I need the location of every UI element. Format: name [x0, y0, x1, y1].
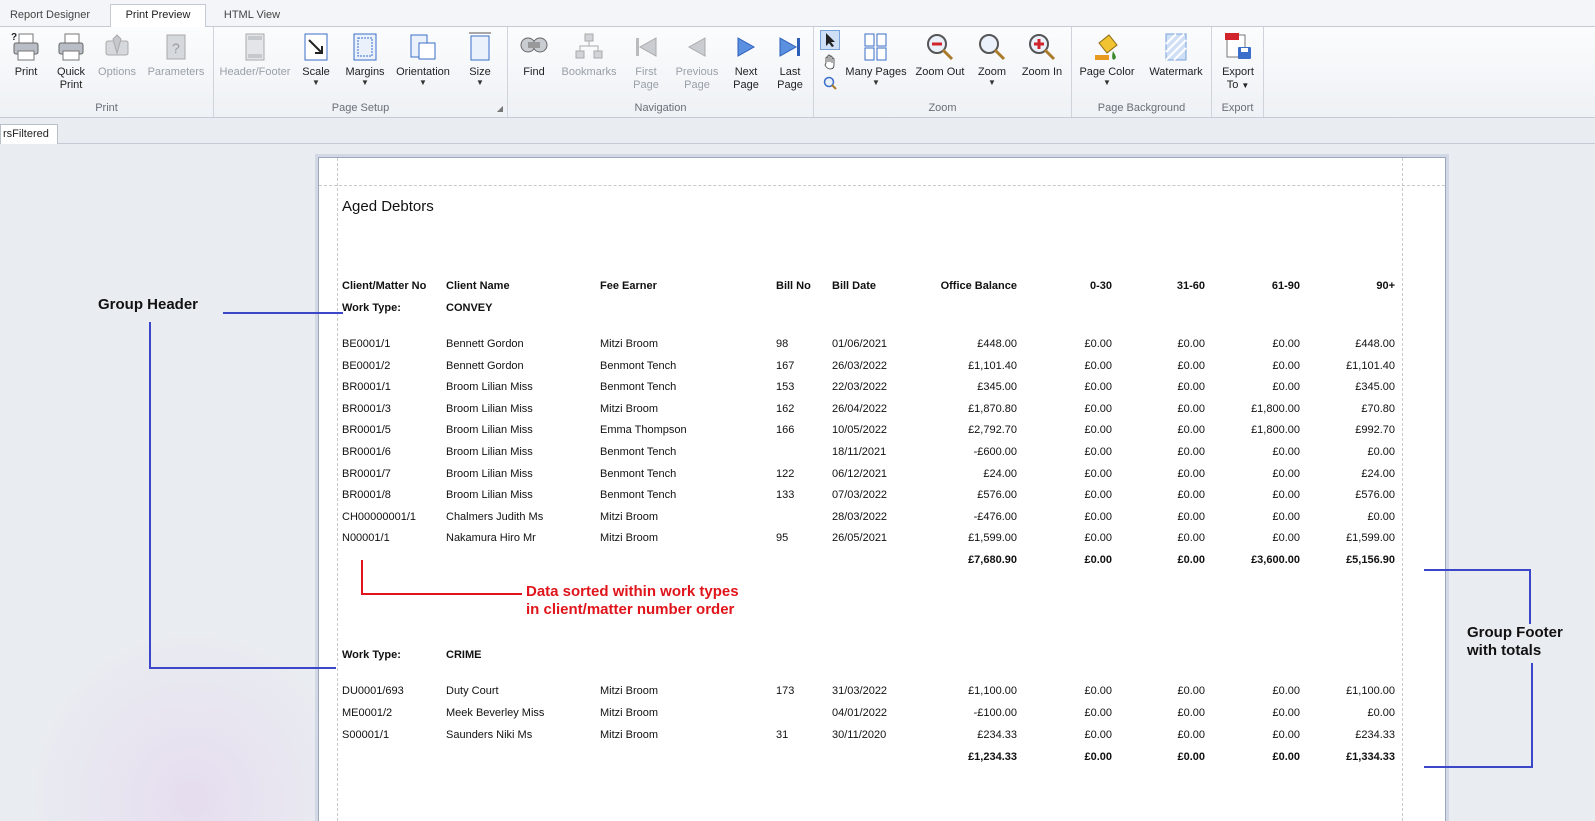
bookmarks-button[interactable]: Bookmarks	[558, 30, 620, 102]
header-footer-button[interactable]: Header/Footer	[218, 30, 292, 102]
table-cell: 22/03/2022	[832, 381, 888, 394]
scale-button[interactable]: Scale ▼	[296, 30, 336, 102]
table-cell: £0.00	[1084, 489, 1112, 502]
table-cell: Nakamura Hiro Mr	[446, 532, 536, 545]
table-cell: ME0001/2	[342, 707, 393, 719]
table-cell: £1,599.00	[1346, 532, 1395, 545]
table-cell: 173	[776, 685, 795, 698]
table-cell: £0.00	[1272, 338, 1300, 350]
table-cell: 28/03/2022	[832, 510, 888, 523]
document-tab[interactable]: rsFiltered	[0, 124, 58, 144]
next-page-button[interactable]: Next Page	[726, 30, 766, 102]
column-header: Bill No	[776, 280, 811, 292]
table-cell: £0.00	[1367, 510, 1395, 523]
table-cell: £576.00	[977, 489, 1017, 502]
table-cell: £0.00	[1367, 707, 1395, 719]
table-cell: £0.00	[1272, 489, 1300, 502]
export-pdf-icon	[1222, 31, 1254, 63]
watermark-button[interactable]: Watermark	[1144, 30, 1208, 102]
table-cell: BE0001/2	[342, 359, 391, 372]
svg-text:?: ?	[11, 32, 18, 43]
zoom-icon	[976, 31, 1008, 63]
orientation-button[interactable]: Orientation ▼	[392, 30, 454, 102]
last-page-button[interactable]: Last Page	[770, 30, 810, 102]
document-tab-row	[0, 118, 1595, 144]
annotation-group-footer-line1: Group Footer	[1467, 624, 1563, 641]
table-cell: 31	[776, 728, 789, 741]
table-cell: Broom Lilian Miss	[446, 489, 533, 502]
table-cell: 06/12/2021	[832, 467, 888, 480]
annotation-sorted-line1: Data sorted within work types	[526, 583, 739, 600]
print-icon	[10, 31, 42, 63]
table-cell: Meek Beverley Miss	[446, 707, 545, 719]
group-total: £3,600.00	[1251, 554, 1300, 567]
header-footer-icon	[239, 31, 271, 63]
table-cell: Benmont Tench	[600, 381, 677, 394]
table-cell: Mitzi Broom	[600, 532, 659, 545]
table-cell: 10/05/2022	[832, 424, 888, 437]
table-cell: £0.00	[1177, 338, 1205, 350]
table-cell: 133	[776, 489, 795, 502]
table-cell: BR0001/5	[342, 424, 391, 437]
table-cell: £0.00	[1272, 685, 1300, 698]
hand-tool-button[interactable]	[822, 54, 840, 72]
print-button[interactable]: ? Print	[6, 30, 46, 102]
page-background-group	[1072, 27, 1212, 117]
table-cell: 30/11/2020	[832, 728, 887, 741]
navigation-group	[508, 27, 814, 117]
zoom-group-label: Zoom	[928, 102, 957, 114]
table-cell: £0.00	[1272, 707, 1300, 719]
export-group	[1212, 27, 1264, 117]
work-type-value: CONVEY	[446, 302, 493, 314]
column-header: 90+	[1376, 280, 1395, 292]
table-cell: 98	[776, 338, 789, 350]
pointer-tool-button[interactable]	[820, 30, 840, 50]
zoom-button[interactable]: Zoom ▼	[972, 30, 1012, 102]
table-cell: 18/11/2021	[832, 446, 887, 458]
table-cell: £345.00	[1355, 381, 1395, 394]
table-cell: £0.00	[1177, 467, 1205, 480]
table-cell: £0.00	[1177, 489, 1205, 502]
table-cell: £70.80	[1361, 402, 1395, 415]
find-icon	[518, 31, 550, 63]
table-cell: £0.00	[1177, 446, 1205, 458]
table-cell: £0.00	[1272, 381, 1300, 394]
export-group-label: Export	[1221, 102, 1254, 114]
first-page-icon	[630, 31, 662, 63]
table-cell: Mitzi Broom	[600, 707, 659, 719]
table-cell: £0.00	[1084, 707, 1112, 719]
table-cell: £0.00	[1272, 359, 1300, 372]
group-total: £0.00	[1084, 554, 1112, 567]
table-cell: Broom Lilian Miss	[446, 402, 533, 415]
table-cell: S00001/1	[342, 728, 390, 741]
table-cell: £234.33	[977, 728, 1017, 741]
table-cell: DU0001/693	[342, 685, 404, 698]
tab-report-designer[interactable]: Report Designer	[9, 9, 91, 21]
table-cell: £0.00	[1084, 728, 1112, 741]
group-total: £0.00	[1272, 750, 1300, 763]
table-cell: £1,870.80	[968, 402, 1017, 415]
table-cell: £24.00	[1361, 467, 1395, 480]
pointer-icon	[822, 32, 838, 48]
margins-icon	[349, 31, 381, 63]
last-page-icon	[774, 31, 806, 63]
annotation-sorted-line2: in client/matter number order	[526, 601, 735, 618]
table-cell: £0.00	[1084, 446, 1112, 458]
table-cell: £1,800.00	[1251, 424, 1300, 437]
orientation-icon	[407, 31, 439, 63]
parameters-button[interactable]: ? Parameters	[145, 30, 207, 102]
table-cell: Emma Thompson	[600, 424, 687, 437]
table-cell: BR0001/3	[342, 402, 391, 415]
previous-page-icon	[681, 31, 713, 63]
group-total: £1,334.33	[1346, 750, 1395, 763]
table-cell: 07/03/2022	[832, 489, 888, 502]
export-to-button[interactable]: Export To ▼	[1216, 30, 1260, 102]
table-cell: £345.00	[977, 381, 1017, 394]
group-total: £0.00	[1177, 554, 1205, 567]
table-cell: £0.00	[1084, 532, 1112, 545]
table-cell: Benmont Tench	[600, 359, 677, 372]
table-cell: Mitzi Broom	[600, 402, 659, 415]
table-cell: £0.00	[1084, 510, 1112, 523]
table-cell: 26/04/2022	[832, 402, 888, 415]
table-cell: Broom Lilian Miss	[446, 381, 533, 394]
options-button[interactable]: Options	[95, 30, 139, 102]
table-cell: -£100.00	[973, 707, 1017, 719]
parameters-icon	[160, 31, 192, 63]
page-setup-group-label: Page Setup	[331, 102, 390, 114]
margins-button[interactable]: Margins ▼	[342, 30, 388, 102]
table-cell: 01/06/2021	[832, 338, 888, 350]
table-cell: BR0001/1	[342, 381, 391, 394]
table-cell: £1,100.00	[1346, 685, 1395, 698]
column-header: Fee Earner	[600, 280, 657, 292]
table-cell: BR0001/7	[342, 467, 391, 480]
table-cell: £0.00	[1084, 685, 1112, 698]
size-button[interactable]: Size ▼	[460, 30, 500, 102]
zoom-group	[814, 27, 1072, 117]
table-cell: Chalmers Judith Ms	[446, 510, 544, 523]
print-group-label: Print	[95, 102, 118, 114]
table-cell: £0.00	[1084, 381, 1112, 394]
column-header: Bill Date	[832, 280, 877, 292]
table-cell: 26/03/2022	[832, 359, 888, 372]
table-cell: £0.00	[1367, 446, 1395, 458]
table-cell: £1,101.40	[968, 359, 1017, 372]
table-cell: Mitzi Broom	[600, 728, 659, 741]
page-color-button[interactable]: Page Color ▼	[1076, 30, 1138, 102]
zoom-in-icon	[1026, 31, 1058, 63]
bookmarks-icon	[573, 31, 605, 63]
table-cell: Duty Court	[446, 685, 499, 698]
page-margin-guide	[337, 158, 338, 821]
many-pages-icon	[860, 31, 892, 63]
table-cell: £234.33	[1355, 728, 1395, 741]
table-cell: £1,800.00	[1251, 402, 1300, 415]
table-cell: £24.00	[983, 467, 1017, 480]
table-cell: 166	[776, 424, 795, 437]
report-title: Aged Debtors	[342, 198, 434, 215]
column-header: 0-30	[1089, 280, 1112, 292]
table-cell: Broom Lilian Miss	[446, 446, 533, 458]
table-cell: 167	[776, 359, 795, 372]
table-cell: £1,100.00	[968, 685, 1017, 698]
ribbon	[0, 27, 1595, 118]
size-icon	[464, 31, 496, 63]
column-header: 31-60	[1176, 280, 1205, 292]
scale-icon	[300, 31, 332, 63]
table-cell: 122	[776, 467, 795, 480]
group-total: £1,234.33	[968, 750, 1017, 763]
table-cell: £1,101.40	[1346, 359, 1395, 372]
quick-print-button[interactable]: Quick Print	[50, 30, 92, 102]
table-cell: 04/01/2022	[832, 707, 888, 719]
table-cell: £1,599.00	[968, 532, 1017, 545]
table-cell: £0.00	[1177, 532, 1205, 545]
table-cell: -£600.00	[973, 446, 1017, 458]
magnifier-icon	[822, 75, 838, 91]
column-header: Office Balance	[940, 280, 1017, 292]
table-cell: Mitzi Broom	[600, 510, 659, 523]
table-cell: £0.00	[1084, 424, 1112, 437]
table-cell: 162	[776, 402, 795, 415]
previous-page-button[interactable]: Previous Page	[672, 30, 722, 102]
first-page-button[interactable]: First Page	[626, 30, 666, 102]
work-type-value: CRIME	[446, 649, 482, 662]
group-total: £7,680.90	[968, 554, 1017, 567]
table-cell: £0.00	[1177, 359, 1205, 372]
quick-print-icon	[55, 31, 87, 63]
zoom-out-icon	[924, 31, 956, 63]
page-setup-launcher-icon[interactable]: ◢	[496, 104, 503, 113]
table-cell: £0.00	[1272, 510, 1300, 523]
group-total: £0.00	[1177, 750, 1205, 763]
table-cell: £0.00	[1177, 685, 1205, 698]
page-color-icon	[1091, 31, 1123, 63]
table-cell: CH00000001/1	[342, 510, 417, 523]
svg-text:?: ?	[172, 40, 180, 56]
page-setup-group	[214, 27, 508, 117]
zoom-in-button[interactable]: Zoom In	[1016, 30, 1068, 102]
table-cell: £0.00	[1084, 338, 1112, 350]
tab-print-preview[interactable]: Print Preview	[110, 4, 206, 28]
annotation-group-footer-line2: with totals	[1467, 642, 1542, 659]
table-cell: £448.00	[1355, 338, 1395, 350]
next-page-icon	[730, 31, 762, 63]
table-cell: Mitzi Broom	[600, 338, 659, 350]
page-background-group-label: Page Background	[1097, 102, 1186, 114]
zoom-out-button[interactable]: Zoom Out	[912, 30, 968, 102]
annotation-group-header: Group Header	[98, 296, 199, 313]
table-cell: 31/03/2022	[832, 685, 888, 698]
table-cell: £0.00	[1272, 446, 1300, 458]
page-margin-guide	[1402, 158, 1403, 821]
group-total: £0.00	[1084, 750, 1112, 763]
hand-icon	[822, 54, 838, 70]
table-cell: 95	[776, 532, 789, 545]
report-page	[318, 157, 1446, 821]
work-type-label: Work Type:	[342, 649, 401, 662]
background-decoration	[0, 600, 320, 821]
table-cell: Bennett Gordon	[446, 338, 524, 350]
print-group	[0, 27, 214, 117]
table-cell: £0.00	[1177, 510, 1205, 523]
group-total: £5,156.90	[1346, 554, 1395, 567]
table-cell: N00001/1	[342, 532, 390, 545]
find-button[interactable]: Find	[514, 30, 554, 102]
table-cell: Benmont Tench	[600, 489, 677, 502]
table-cell: £2,792.70	[968, 424, 1017, 437]
table-cell: £0.00	[1177, 381, 1205, 394]
page-margin-guide	[319, 185, 1445, 186]
navigation-group-label: Navigation	[634, 102, 687, 114]
table-cell: £0.00	[1084, 359, 1112, 372]
table-cell: £0.00	[1272, 467, 1300, 480]
table-cell: BE0001/1	[342, 338, 391, 350]
table-cell: £992.70	[1355, 424, 1395, 437]
table-cell: 153	[776, 381, 795, 394]
table-cell: Benmont Tench	[600, 446, 677, 458]
table-cell: Benmont Tench	[600, 467, 677, 480]
column-header: Client Name	[446, 280, 510, 292]
watermark-icon	[1160, 31, 1192, 63]
table-cell: £0.00	[1177, 424, 1205, 437]
table-cell: BR0001/6	[342, 446, 391, 458]
table-cell: £448.00	[977, 338, 1017, 350]
column-header: Client/Matter No	[342, 280, 427, 292]
table-cell: 26/05/2021	[832, 532, 888, 545]
view-tab-bar	[0, 0, 1595, 27]
table-cell: BR0001/8	[342, 489, 391, 502]
column-header: 61-90	[1271, 280, 1300, 292]
magnifier-tool-button[interactable]	[822, 75, 840, 93]
table-cell: £0.00	[1272, 728, 1300, 741]
table-cell: Broom Lilian Miss	[446, 467, 533, 480]
table-cell: Saunders Niki Ms	[446, 728, 533, 741]
table-cell: £0.00	[1272, 532, 1300, 545]
tab-html-view[interactable]: HTML View	[223, 9, 281, 21]
table-cell: Bennett Gordon	[446, 359, 524, 372]
many-pages-button[interactable]: Many Pages ▼	[844, 30, 908, 102]
table-cell: £0.00	[1084, 467, 1112, 480]
table-cell: £0.00	[1177, 728, 1205, 741]
table-cell: £0.00	[1177, 402, 1205, 415]
table-cell: Mitzi Broom	[600, 685, 659, 698]
table-cell: £0.00	[1177, 707, 1205, 719]
table-cell: £576.00	[1355, 489, 1395, 502]
table-cell: £0.00	[1084, 402, 1112, 415]
table-cell: Broom Lilian Miss	[446, 424, 533, 437]
options-icon	[101, 31, 133, 63]
work-type-label: Work Type:	[342, 302, 401, 314]
table-cell: -£476.00	[973, 510, 1017, 523]
